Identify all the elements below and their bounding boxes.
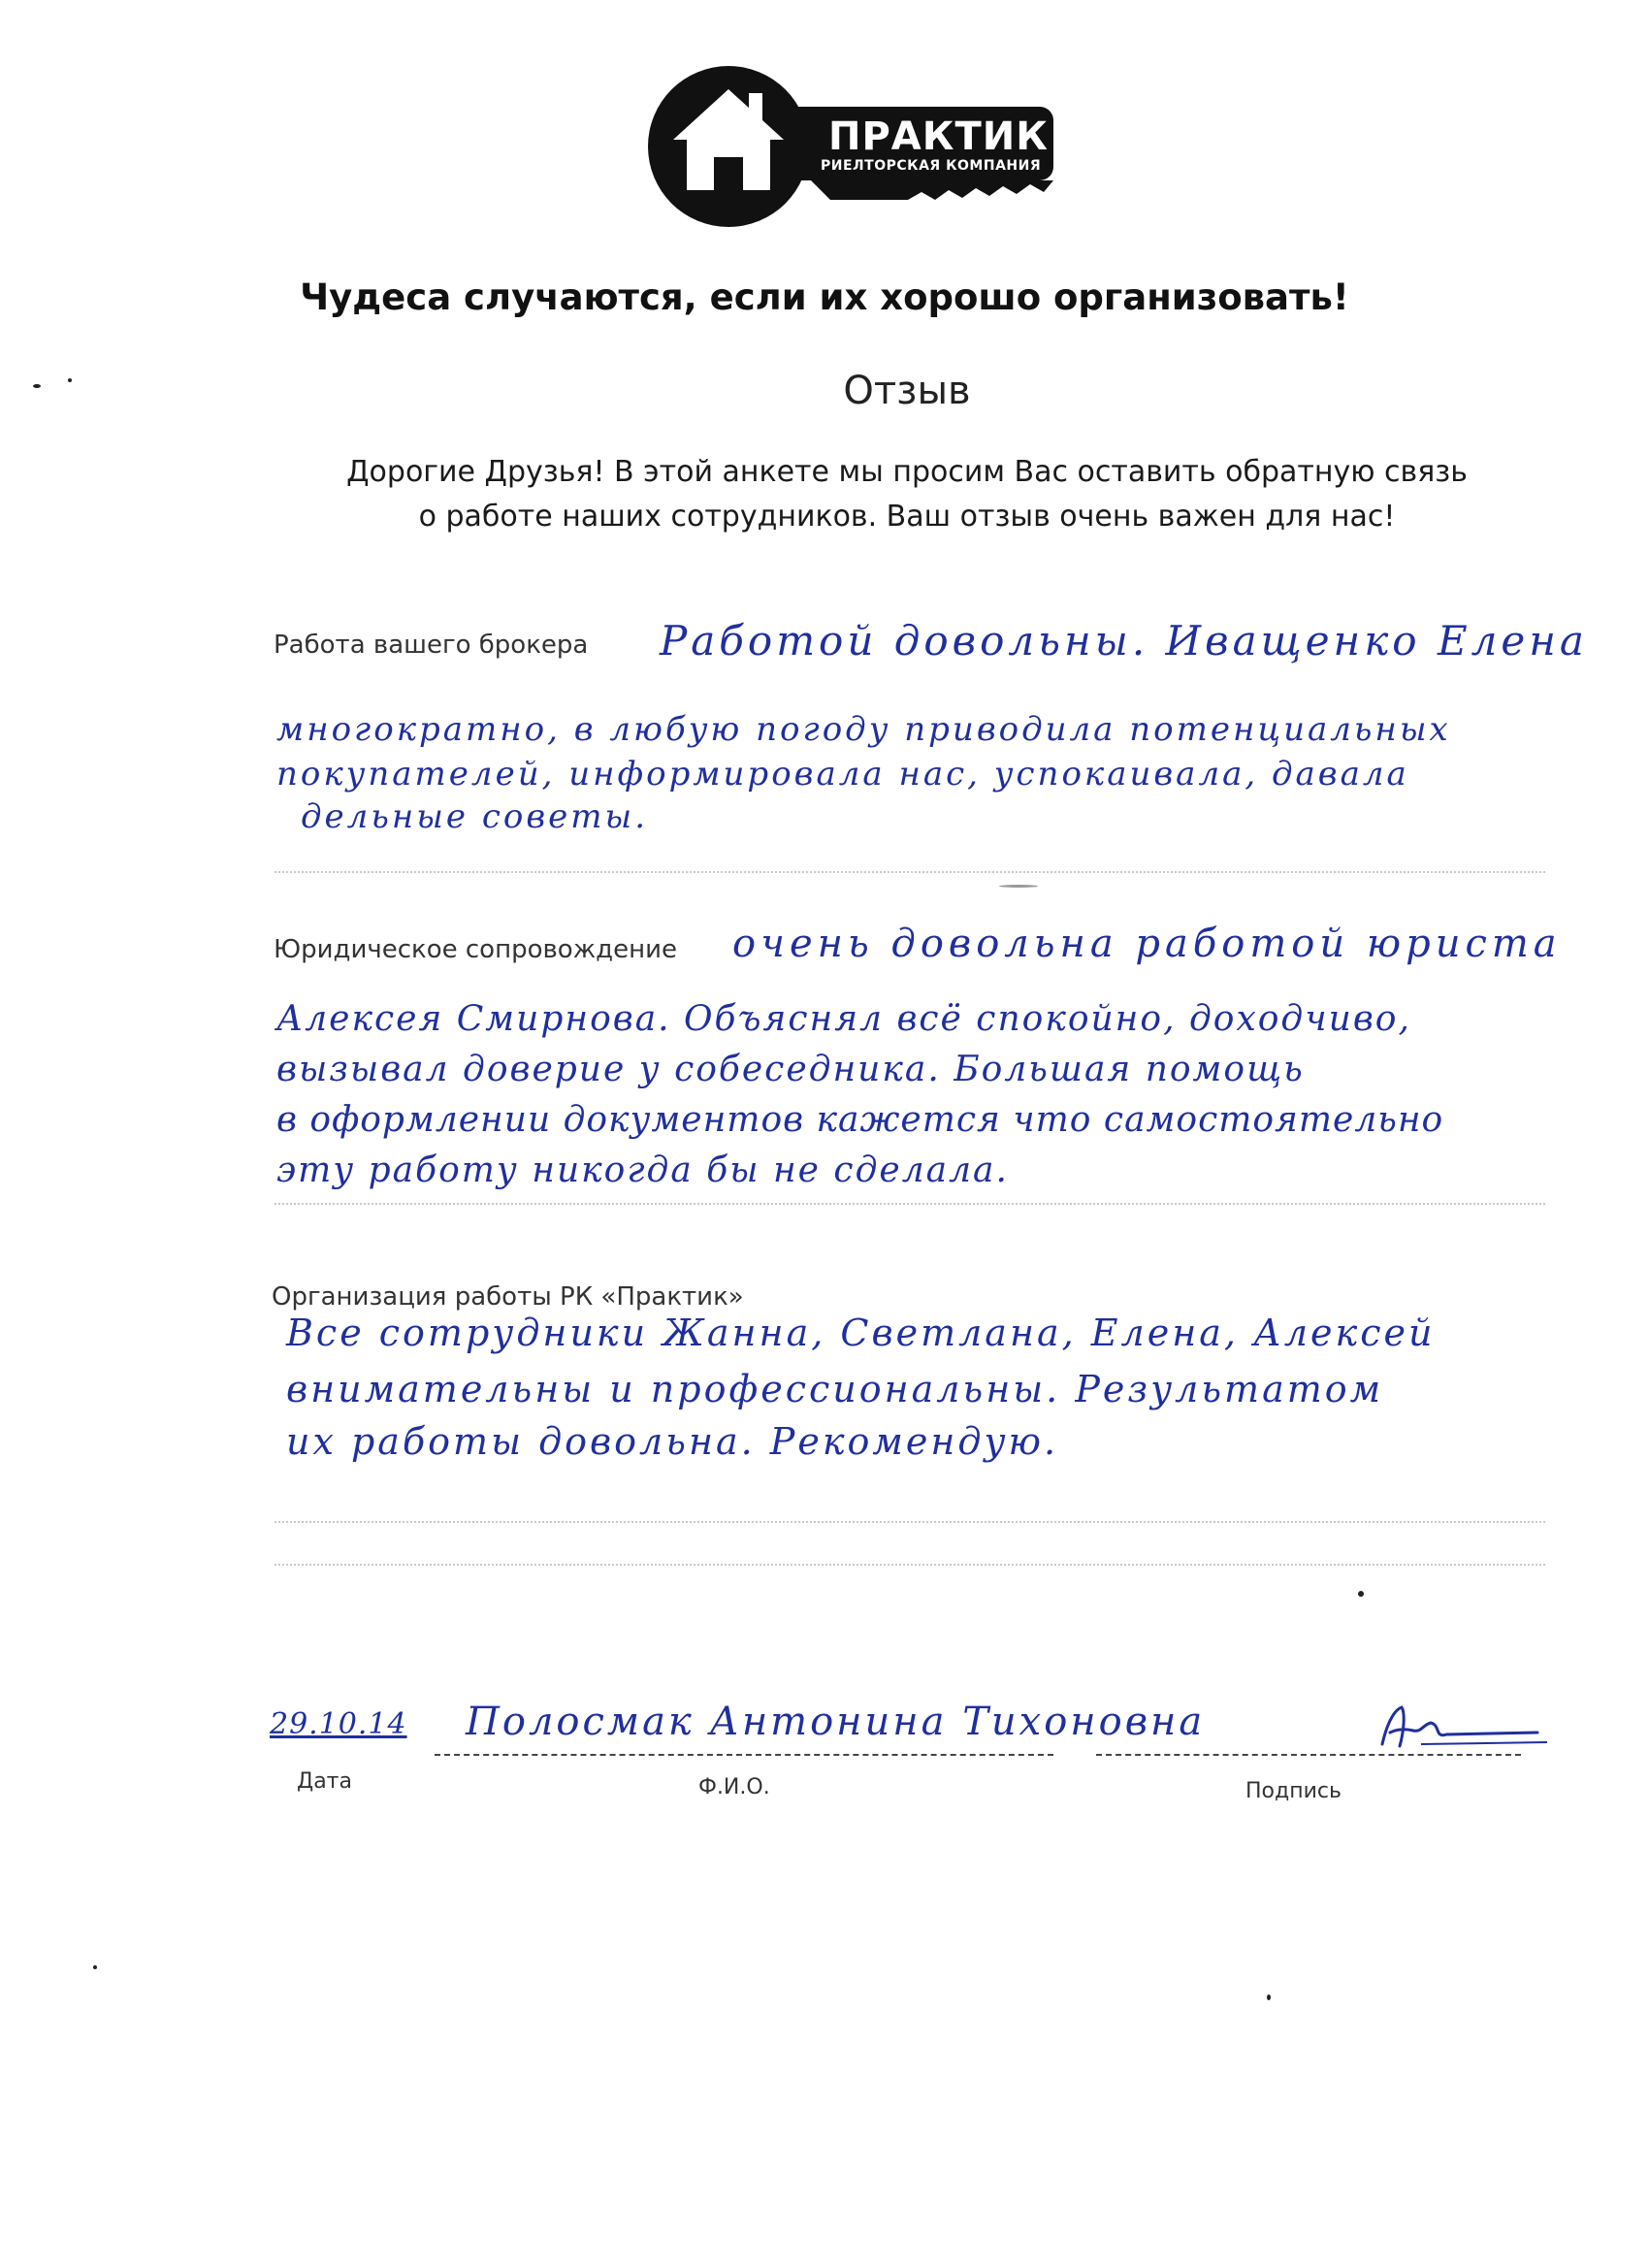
name-label: Ф.И.О. xyxy=(698,1775,770,1799)
broker-text-line-4: дельные советы. xyxy=(301,797,649,836)
broker-text-line-3: покупателей, информировала нас, успокаивала, давала xyxy=(276,755,1409,794)
intro-line-2: о работе наших сотрудников. Ваш отзыв очень важен для нас! xyxy=(418,500,1396,534)
scan-speck xyxy=(33,384,41,388)
company-logo xyxy=(646,64,1063,229)
organization-ruled-line-2 xyxy=(275,1564,1545,1566)
legal-label: Юридическое сопровождение xyxy=(274,935,677,964)
scan-speck xyxy=(1358,1591,1364,1597)
logo-brand-text: ПРАКТИК xyxy=(828,114,1049,159)
organization-ruled-line-1 xyxy=(275,1521,1545,1523)
organization-text-line-2: внимательны и профессиональны. Результатом xyxy=(286,1368,1384,1410)
broker-text-line-2: многократно, в любую погоду приводила потенциальных xyxy=(276,710,1451,749)
date-label: Дата xyxy=(297,1769,352,1794)
legal-text-line-1: очень довольна работой юриста xyxy=(732,922,1562,966)
scan-speck xyxy=(93,1965,97,1969)
signature-image xyxy=(1363,1700,1557,1758)
scan-speck xyxy=(999,885,1038,888)
page-title: Отзыв xyxy=(843,369,971,413)
legal-text-line-2: Алексея Смирнова. Объяснял всё спокойно, доходчиво, xyxy=(276,999,1411,1039)
intro-text xyxy=(242,450,1571,539)
organization-text-line-1: Все сотрудники Жанна, Светлана, Елена, Алексей xyxy=(286,1312,1436,1354)
name-line xyxy=(435,1754,1053,1756)
logo-subtitle-text: РИЕЛТОРСКАЯ КОМПАНИЯ xyxy=(821,158,1042,174)
legal-ruled-line xyxy=(275,1203,1545,1205)
scan-speck xyxy=(68,378,72,382)
broker-text-line-1: Работой довольны. Иващенко Елена xyxy=(660,617,1588,664)
legal-text-line-5: эту работу никогда бы не сделала. xyxy=(276,1150,1009,1190)
signature-label: Подпись xyxy=(1245,1779,1342,1803)
broker-label: Работа вашего брокера xyxy=(274,631,589,660)
broker-ruled-line xyxy=(275,871,1545,873)
organization-label: Организация работы РК «Практик» xyxy=(272,1282,744,1312)
organization-text-line-3: их работы довольна. Рекомендую. xyxy=(286,1420,1059,1463)
name-value: Полосмак Антонина Тихоновна xyxy=(466,1700,1206,1744)
date-value: 29.10.14 xyxy=(270,1707,407,1741)
legal-text-line-4: в оформлении документов кажется что самостоятельно xyxy=(276,1100,1444,1140)
intro-line-1: Дорогие Друзья! В этой анкете мы просим Вас оставить обратную связь xyxy=(346,455,1468,489)
scan-speck xyxy=(1267,1994,1271,2000)
legal-text-line-3: вызывал доверие у собеседника. Большая помощь xyxy=(276,1050,1305,1089)
slogan: Чудеса случаются, если их хорошо организовать! xyxy=(300,276,1349,318)
